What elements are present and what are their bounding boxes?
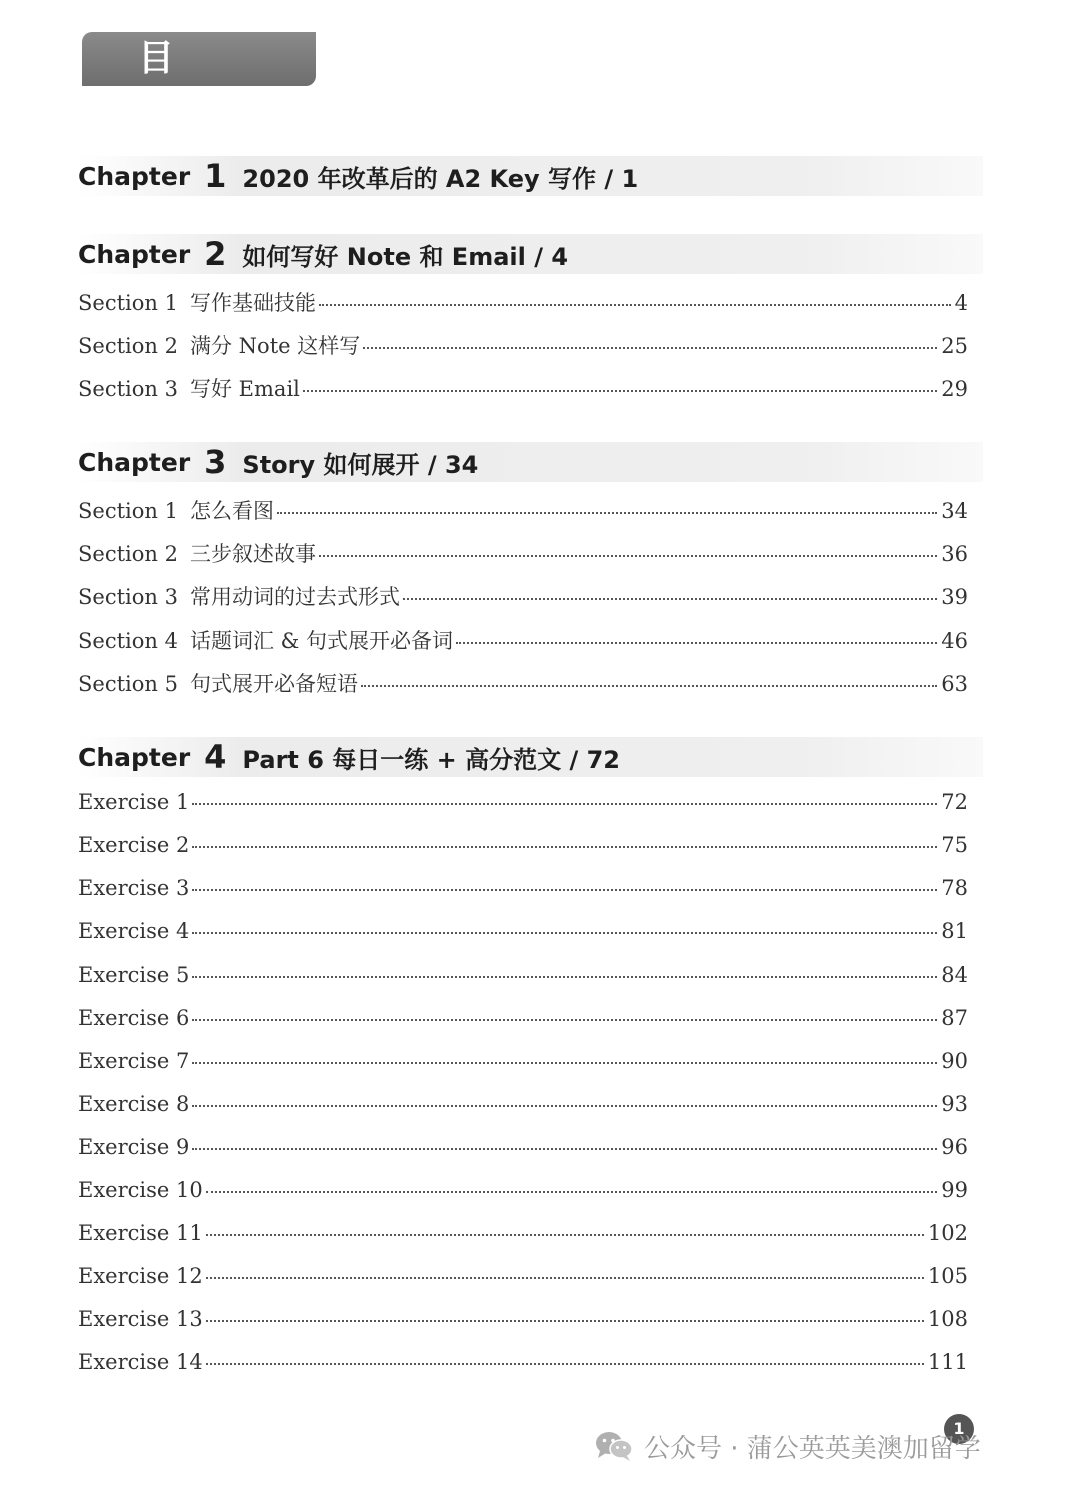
toc-entry[interactable] — [78, 833, 968, 863]
entry-label: Exercise 4 — [78, 919, 190, 943]
entry-page: 78 — [941, 876, 968, 900]
toc-entry[interactable] — [78, 1006, 968, 1036]
dot-leader — [206, 1320, 924, 1322]
entry-page: 84 — [941, 963, 968, 987]
chapter-word: Chapter — [78, 742, 191, 772]
chapter-title: 2020 年改革后的 A2 Key 写作 / 1 — [242, 164, 639, 193]
chapter-2-heading[interactable] — [78, 234, 983, 274]
dot-leader — [192, 932, 937, 934]
entry-label: Exercise 1 — [78, 790, 190, 814]
toc-entry[interactable] — [78, 963, 968, 993]
dot-leader — [192, 976, 937, 978]
toc-entry[interactable] — [78, 1049, 968, 1079]
chapter-word: Chapter — [78, 161, 191, 191]
entry-page: 63 — [941, 672, 968, 696]
entry-title: 话题词汇 & 句式展开必备词 — [190, 629, 454, 653]
entry-page: 46 — [941, 629, 968, 653]
entry-label: Section 2 — [78, 542, 178, 566]
toc-entry[interactable] — [78, 373, 968, 403]
entry-label: Exercise 3 — [78, 876, 190, 900]
chapter-4-heading[interactable] — [78, 737, 983, 777]
toc-entry[interactable] — [78, 538, 968, 568]
entry-title: 写好 Email — [190, 377, 300, 401]
toc-entry[interactable] — [78, 790, 968, 820]
watermark-text: 公众号 · 蒲公英英美澳加留学 — [644, 1433, 981, 1464]
entry-page: 93 — [941, 1092, 968, 1116]
entry-page: 105 — [927, 1264, 968, 1288]
entry-page: 72 — [941, 790, 968, 814]
entry-label: Exercise 10 — [78, 1178, 203, 1202]
entry-page: 108 — [927, 1307, 968, 1331]
entry-page: 99 — [941, 1178, 968, 1202]
entry-label: Section 1 — [78, 291, 178, 315]
entry-page: 4 — [954, 291, 968, 315]
entry-title: 句式展开必备短语 — [190, 672, 358, 696]
entry-label: Exercise 7 — [78, 1049, 190, 1073]
entry-page: 34 — [941, 499, 968, 523]
chapter-word: Chapter — [78, 447, 191, 477]
entry-page: 102 — [927, 1221, 968, 1245]
dot-leader — [192, 846, 937, 848]
toc-entry[interactable] — [78, 1178, 968, 1208]
entry-page: 96 — [941, 1135, 968, 1159]
entry-label: Section 3 — [78, 377, 178, 401]
dot-leader — [206, 1277, 924, 1279]
entry-page: 39 — [941, 585, 968, 609]
wechat-icon — [594, 1429, 634, 1463]
entry-label: Exercise 9 — [78, 1135, 190, 1159]
entry-title: 怎么看图 — [190, 499, 274, 523]
entry-label: Exercise 14 — [78, 1350, 203, 1374]
chapter-number: 3 — [204, 443, 227, 481]
entry-label: Exercise 13 — [78, 1307, 203, 1331]
dot-leader — [456, 642, 937, 644]
dot-leader — [403, 598, 937, 600]
toc-entry[interactable] — [78, 1221, 968, 1251]
toc-entry[interactable] — [78, 1350, 968, 1380]
toc-entry[interactable] — [78, 668, 968, 698]
toc-entry[interactable] — [78, 1307, 968, 1337]
dot-leader — [303, 390, 937, 392]
dot-leader — [192, 1019, 937, 1021]
chapter-1-heading[interactable] — [78, 156, 983, 196]
toc-entry[interactable] — [78, 330, 968, 360]
entry-label: Exercise 6 — [78, 1006, 190, 1030]
dot-leader — [206, 1234, 924, 1236]
chapter-title: Part 6 每日一练 + 高分范文 / 72 — [242, 745, 620, 774]
toc-entry[interactable] — [78, 919, 968, 949]
chapter-word: Chapter — [78, 239, 191, 269]
toc-entry[interactable] — [78, 1135, 968, 1165]
dot-leader — [192, 1148, 937, 1150]
toc-entry[interactable] — [78, 876, 968, 906]
entry-page: 87 — [941, 1006, 968, 1030]
toc-entry[interactable] — [78, 495, 968, 525]
toc-entry[interactable] — [78, 287, 968, 317]
entry-label: Exercise 11 — [78, 1221, 203, 1245]
entry-label: Section 4 — [78, 629, 178, 653]
entry-page: 81 — [941, 919, 968, 943]
entry-page: 36 — [941, 542, 968, 566]
dot-leader — [319, 555, 937, 557]
entry-title: 三步叙述故事 — [190, 542, 316, 566]
chapter-title: 如何写好 Note 和 Email / 4 — [242, 242, 569, 271]
entry-page: 29 — [941, 377, 968, 401]
entry-label: Exercise 8 — [78, 1092, 190, 1116]
dot-leader — [361, 685, 937, 687]
entry-page: 25 — [941, 334, 968, 358]
entry-title: 常用动词的过去式形式 — [190, 585, 400, 609]
chapter-number: 4 — [204, 738, 227, 776]
dot-leader — [206, 1191, 938, 1193]
entry-label: Section 1 — [78, 499, 178, 523]
dot-leader — [319, 304, 951, 306]
entry-label: Exercise 2 — [78, 833, 190, 857]
page-number-badge: 1 — [944, 1414, 974, 1444]
toc-title: 目 录 — [82, 32, 316, 86]
entry-label: Section 5 — [78, 672, 178, 696]
toc-entry[interactable] — [78, 1092, 968, 1122]
chapter-3-heading[interactable] — [78, 442, 983, 482]
dot-leader — [206, 1363, 924, 1365]
chapter-number: 2 — [204, 235, 227, 273]
dot-leader — [277, 512, 937, 514]
dot-leader — [363, 347, 937, 349]
toc-entry[interactable] — [78, 1264, 968, 1294]
entry-page: 90 — [941, 1049, 968, 1073]
toc-entry[interactable] — [78, 625, 968, 655]
entry-label: Section 3 — [78, 585, 178, 609]
toc-entry[interactable] — [78, 581, 968, 611]
entry-page: 111 — [927, 1350, 968, 1374]
chapter-number: 1 — [204, 157, 227, 195]
wechat-watermark — [594, 1424, 1054, 1468]
dot-leader — [192, 889, 937, 891]
entry-title: 写作基础技能 — [190, 291, 316, 315]
entry-label: Section 2 — [78, 334, 178, 358]
entry-title: 满分 Note 这样写 — [190, 334, 361, 358]
dot-leader — [192, 803, 937, 805]
entry-label: Exercise 12 — [78, 1264, 203, 1288]
entry-page: 75 — [941, 833, 968, 857]
chapter-title: Story 如何展开 / 34 — [242, 450, 479, 479]
dot-leader — [192, 1105, 937, 1107]
entry-label: Exercise 5 — [78, 963, 190, 987]
dot-leader — [192, 1062, 937, 1064]
